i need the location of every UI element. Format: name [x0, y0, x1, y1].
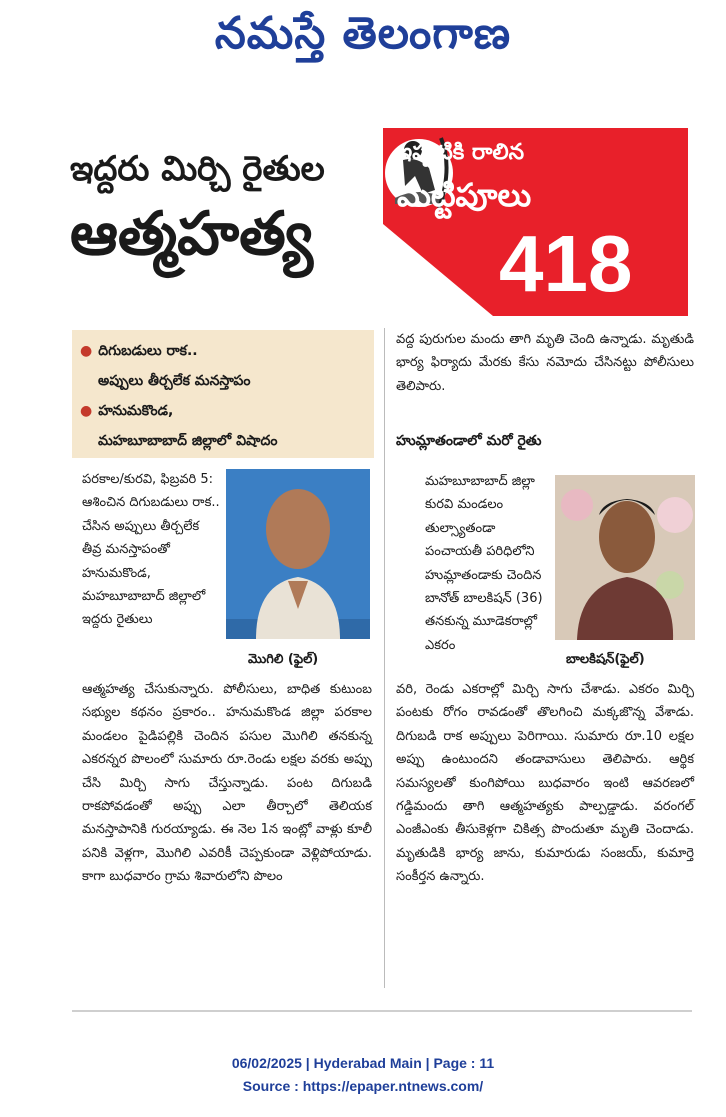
masthead-title: నమస్తే తెలంగాణ	[214, 8, 512, 59]
story2-body: వరి, రెండు ఎకరాల్లో మిర్చి సాగు చేశాడు. ఎకరం మిర్చి పంటకు రోగం రావడంతో తొలగించి మక్కజొన్న వేశాడు. దిగుబడి రాక అప్పులు పెరిగాయి. సుమారు రూ.10 లక్షల అప్పు ఉంటుందని తండావాసులు తెలిపారు. ఆర్థిక సమస్యలతో కుంగిపోయి బుధవారం ఇంటి ఆవరణలో గడ్డిమందు తాగి ఆత్మహత్యకు పాల్పడ్డాడు. వరంగల్ ఎంజీఎంకు తీసుకెళ్లగా చికిత్స పొందుతూ మృతి చెందాడు. మృతుడికి భార్య జాను, కుమారుడు సంజయ్, కుమార్తె సంకీర్తన ఉన్నారు.	[396, 682, 694, 885]
bullet-2-cont: మహబూబాబాద్ జిల్లాలో విషాదం	[98, 433, 278, 449]
photo-balakishan	[555, 475, 695, 640]
bullet-dot-icon: ●	[80, 403, 93, 419]
bullet-1a: దిగుబడులు రాక..	[98, 343, 198, 359]
photo-caption-balakishan: బాలకిషన్(ఫైల్)	[566, 652, 645, 667]
story1-continuation: వద్ద పురుగుల మందు తాగి మృతి చెంది ఉన్నాడు. మృతుడి భార్య ఫిర్యాదు మేరకు కేసు నమోదు చేసినట్టు పోలీసులు తెలిపారు.	[396, 332, 694, 394]
column-divider	[384, 328, 385, 988]
story2-intro: మహబూబాబాద్ జిల్లా కురవి మండలం తుల్స్యాతండా పంచాయతీ పరిధిలోని హుమ్లాతండాకు చెందిన బానోత్ బాలకిషన్ (36) తనకున్న మూడెకరాల్లో ఎకరం	[425, 474, 543, 653]
story1-dateline: పరకాల/కురవి, ఫిబ్రవరి 5: ఆశించిన దిగుబడులు రాక.. చేసిన అప్పులు తీర్చలేక తీవ్ర మనస్తాపంతో హనుమకొండ, మహబూబాబాద్ జిల్లాలో ఇద్దరు రైతులు	[82, 472, 220, 628]
banner-line2: మట్టిపూలు	[397, 176, 532, 214]
headline-line1: ఇద్దరు మిర్చి రైతుల	[70, 149, 325, 189]
photo-mogili	[226, 469, 370, 639]
bullet-1	[80, 340, 198, 363]
story1-body: ఆత్మహత్య చేసుకున్నారు. పోలీసులు, బాధిత కుటుంబ సభ్యుల కథనం ప్రకారం.. హనుమకొండ జిల్లా పరకాల మండలం పైడిపల్లికి చెందిన పసుల మొగిలి తనకున్న ఎకరన్నర పొలంలో సుమారు రూ.రెండు లక్షల వరకు అప్పు చేసి మిర్చి సాగు చేస్తున్నాడు. పంట దిగుబడి రాకపోవడంతో అప్పు ఎలా తీర్చాలో తెలియక మనస్తాపానికి గురయ్యాడు. ఈ నెల 1న ఇంట్లో వాళ్లు కూలీ పనికి వెళ్లగా, మొగిలి ఎవరికీ చెప్పకుండా వెళ్లిపోయాడు. కాగా బుధవారం గ్రామ శివారులోని పొలం	[82, 682, 372, 885]
headline-line2: ఆత్మహత్య	[70, 199, 313, 269]
footer	[0, 1052, 726, 1098]
footer-edition: 06/02/2025 | Hyderabad Main | Page : 11	[231, 1055, 495, 1071]
subheadline-box	[72, 330, 374, 458]
counter-banner	[383, 128, 688, 316]
bullet-dot-icon: ●	[80, 343, 93, 359]
footer-source: Source : https://epaper.ntnews.com/	[242, 1078, 484, 1094]
bullet-2a: హనుమకొండ,	[98, 403, 174, 419]
photo-caption-mogili: మొగిలి (ఫైల్)	[248, 652, 319, 667]
headline	[70, 145, 375, 275]
masthead	[0, 0, 726, 80]
suicide-count: 418	[499, 219, 633, 308]
bullet-2	[80, 400, 173, 423]
bullet-1-cont: అప్పులు తీర్చలేక మనస్తాపం	[98, 373, 251, 389]
banner-line1: ఇప్పటికి రాలిన	[397, 140, 525, 165]
bottom-divider	[72, 1010, 692, 1012]
story2-subtitle: హుమ్లాతండాలో మరో రైతు	[396, 433, 542, 449]
